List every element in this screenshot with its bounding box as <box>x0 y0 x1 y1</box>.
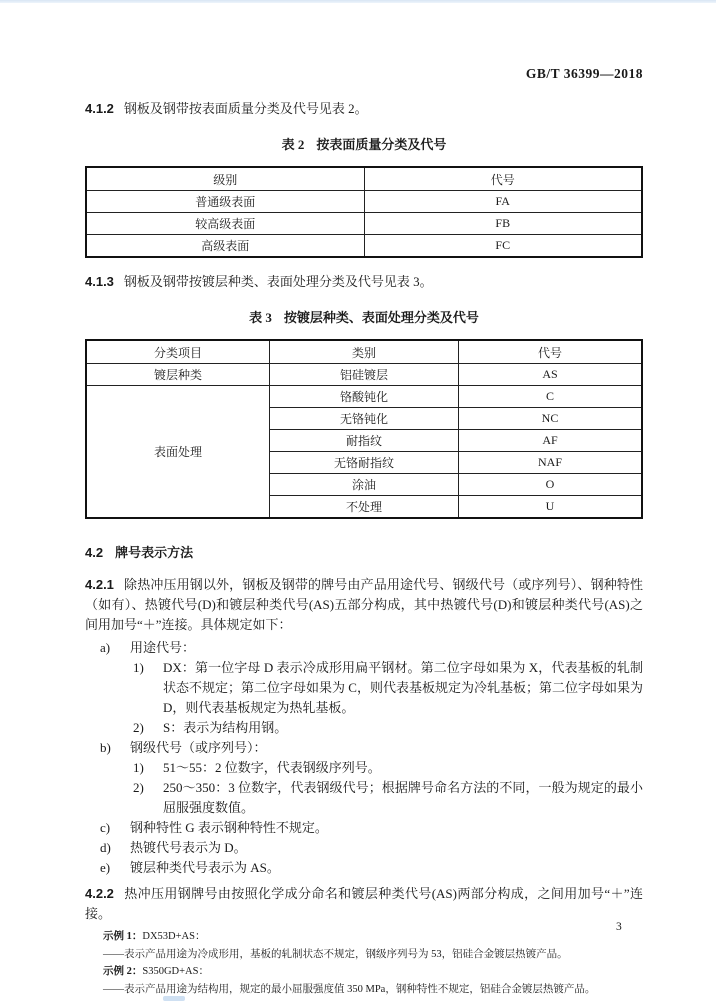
example-2-description: ——表示产品用途为结构用，规定的最小屈服强度值 350 MPa，钢种特性不规定，铝硅合金镀层热镀产品。 <box>103 983 596 995</box>
code-cell: FA <box>364 191 642 213</box>
code-cell: NC <box>459 408 643 430</box>
list-item-a1 <box>85 658 643 718</box>
table-3-header-code: 代号 <box>459 340 643 364</box>
list-item-c <box>85 818 643 838</box>
table-3-header-type: 类别 <box>269 340 458 364</box>
list-label: e) <box>100 860 111 875</box>
section-4-2-2 <box>85 884 643 924</box>
list-item-b1 <box>85 758 643 778</box>
table-row <box>86 386 642 408</box>
item-cell: 镀层种类 <box>86 364 269 386</box>
list-label: b) <box>100 740 111 755</box>
list-text: 钢级代号（或序列号）： <box>130 740 267 755</box>
code-cell: AS <box>459 364 643 386</box>
list-item-a <box>85 638 643 658</box>
list-text: 热镀代号表示为 D。 <box>130 840 247 855</box>
table-3-caption-title: 按镀层种类、表面处理分类及代号 <box>283 310 479 325</box>
section-title: 牌号表示方法 <box>115 545 194 560</box>
table-row <box>86 340 642 364</box>
code-cell: FC <box>364 235 642 258</box>
section-text: 除热冲压用钢以外，钢板及钢带的牌号由产品用途代号、钢级代号（或序列号）、钢种特性（如有）、热镀代号(D)和镀层种类代号(AS)五部分构成，其中热镀代号(D)和镀层种类代号(AS)之间用加号“＋”连接。具体规定如下： <box>85 577 643 632</box>
table-row <box>86 364 642 386</box>
list-item-e <box>85 858 643 878</box>
section-4-2-heading <box>85 542 643 561</box>
viewer-bottom-artifact <box>163 996 185 1001</box>
list-label: c) <box>100 820 111 835</box>
example-designation: S350GD+AS： <box>142 966 209 977</box>
list-label: 2) <box>133 780 144 795</box>
item-cell-surface-treatment: 表面处理 <box>86 386 269 519</box>
list-label: 2) <box>133 720 144 735</box>
table-row <box>86 167 642 191</box>
table-3-caption-number: 表 3 <box>249 310 272 325</box>
section-number: 4.2 <box>85 545 104 560</box>
type-cell: 涂油 <box>269 474 458 496</box>
section-number: 4.1.3 <box>85 274 114 289</box>
section-4-1-2 <box>85 99 643 119</box>
list-text: 51～55：2 位数字，代表钢级序列号。 <box>163 760 381 775</box>
section-text: 钢板及钢带按表面质量分类及代号见表 2。 <box>123 101 368 116</box>
table-3-coating-surface-treatment <box>85 339 643 519</box>
grade-cell: 较高级表面 <box>86 213 364 235</box>
table-row <box>86 235 642 258</box>
table-2-caption-number: 表 2 <box>281 137 305 152</box>
standard-code-header: GB/T 36399—2018 <box>525 66 643 81</box>
table-2-caption-title: 按表面质量分类及代号 <box>316 137 447 152</box>
list-item-a2 <box>85 718 643 738</box>
code-cell: U <box>459 496 643 519</box>
examples-block <box>85 928 643 998</box>
table-2-surface-quality <box>85 166 643 258</box>
section-4-2-1 <box>85 575 643 635</box>
example-2-label <box>103 963 643 981</box>
table-3-caption <box>85 307 643 326</box>
example-designation: DX53D+AS： <box>142 931 206 942</box>
list-text: 钢种特性 G 表示钢种特性不规定。 <box>130 820 328 835</box>
list-item-d <box>85 838 643 858</box>
page-number: 3 <box>616 921 622 933</box>
type-cell: 不处理 <box>269 496 458 519</box>
type-cell: 无铬耐指纹 <box>269 452 458 474</box>
table-3-header-item: 分类项目 <box>86 340 269 364</box>
example-1-label <box>103 928 643 946</box>
code-cell: C <box>459 386 643 408</box>
code-cell: AF <box>459 430 643 452</box>
list-text: 用途代号： <box>130 640 196 655</box>
code-cell: NAF <box>459 452 643 474</box>
list-label: d) <box>100 840 111 855</box>
viewer-top-edge <box>0 0 716 3</box>
section-text: 钢板及钢带按镀层种类、表面处理分类及代号见表 3。 <box>123 274 433 289</box>
list-text: DX：第一位字母 D 表示冷成形用扁平钢材。第二位字母如果为 X，代表基板的轧制状态不规定；第二位字母如果为 C，则代表基板规定为冷轧基板；第二位字母如果为 D，则代表基板规定为热轧基板。 <box>163 660 643 715</box>
section-4-1-3 <box>85 272 643 292</box>
list-item-b <box>85 738 643 758</box>
table-2-header-grade: 级别 <box>86 167 364 191</box>
section-number: 4.2.1 <box>85 577 114 592</box>
section-number: 4.2.2 <box>85 886 114 901</box>
table-row <box>86 213 642 235</box>
code-cell: O <box>459 474 643 496</box>
type-cell: 铬酸钝化 <box>269 386 458 408</box>
list-text: S：表示为结构用钢。 <box>163 720 288 735</box>
grade-cell: 普通级表面 <box>86 191 364 213</box>
grade-cell: 高级表面 <box>86 235 364 258</box>
section-number: 4.1.2 <box>85 101 114 116</box>
list-text: 250～350：3 位数字，代表钢级代号；根据牌号命名方法的不同，一般为规定的最小屈服强度数值。 <box>163 780 643 815</box>
type-cell: 铝硅镀层 <box>269 364 458 386</box>
list-label: 1) <box>133 760 144 775</box>
table-2-caption <box>85 134 643 153</box>
table-2-header-code: 代号 <box>364 167 642 191</box>
example-prefix: 示例 2： <box>103 966 143 977</box>
designation-rules-list <box>85 638 643 878</box>
list-label: a) <box>100 640 111 655</box>
type-cell: 无铬钝化 <box>269 408 458 430</box>
section-text: 热冲压用钢牌号由按照化学成分命名和镀层种类代号(AS)两部分构成，之间用加号“＋”连接。 <box>85 886 643 921</box>
list-text: 镀层种类代号表示为 AS。 <box>130 860 280 875</box>
example-1-description: ——表示产品用途为冷成形用，基板的轧制状态不规定，钢级序列号为 53，铝硅合金镀层热镀产品。 <box>103 948 568 960</box>
table-row <box>86 191 642 213</box>
code-cell: FB <box>364 213 642 235</box>
list-label: 1) <box>133 660 144 675</box>
list-item-b2 <box>85 778 643 818</box>
type-cell: 耐指纹 <box>269 430 458 452</box>
example-prefix: 示例 1： <box>103 931 143 942</box>
